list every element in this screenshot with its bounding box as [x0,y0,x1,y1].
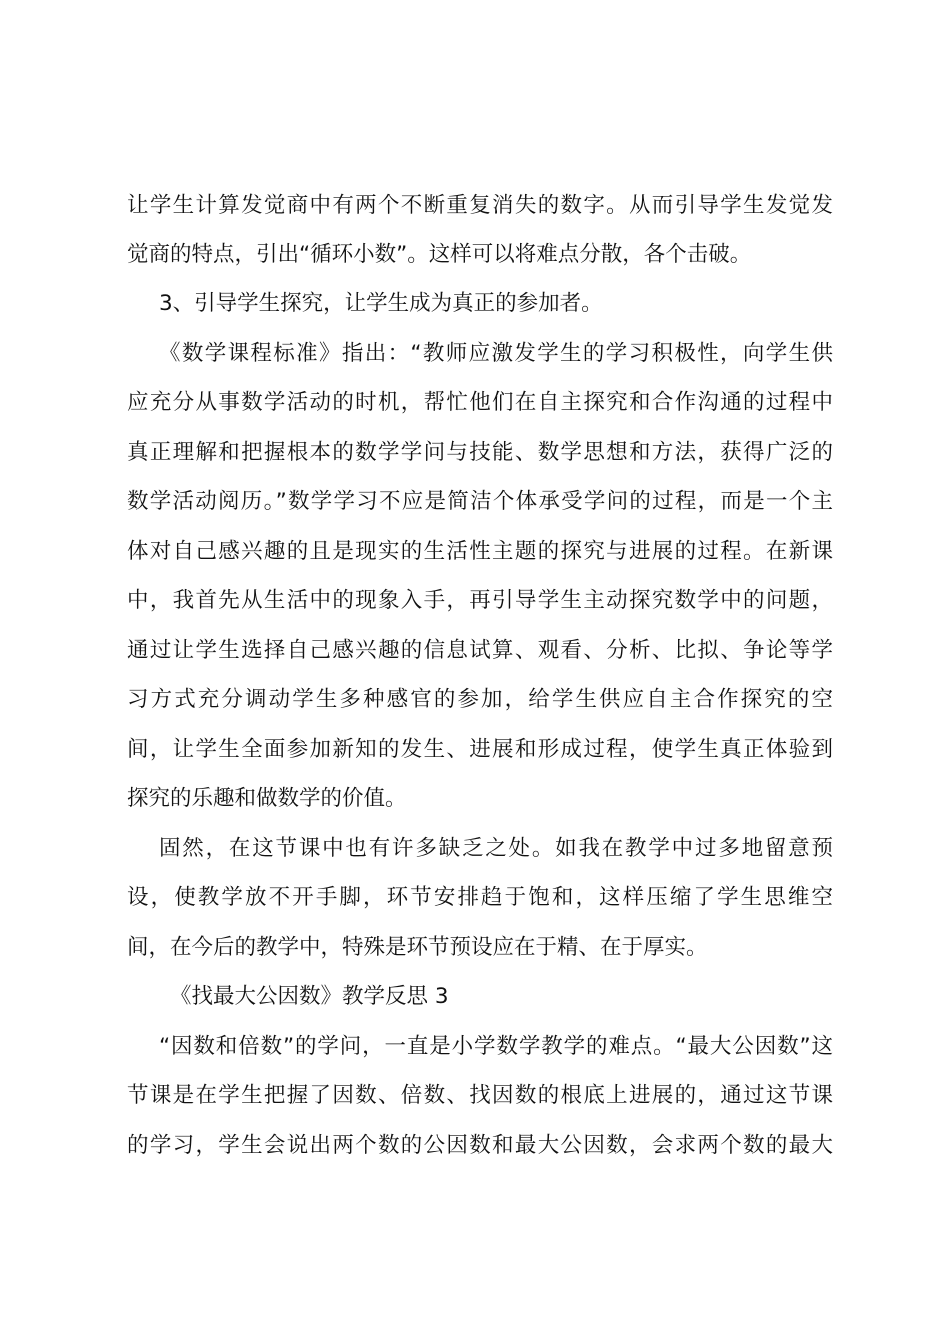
paragraph-line: 习方式充分调动学生多种感官的参加，给学生供应自主合作探究的空 [127,687,833,712]
paragraph-line: 固然，在这节课中也有许多缺乏之处。如我在教学中过多地留意预 [159,836,833,861]
paragraph-line: 通过让学生选择自己感兴趣的信息试算、观看、分析、比拟、争论等学 [127,638,833,663]
paragraph-line: 的学习，学生会说出两个数的公因数和最大公因数，会求两个数的最大 [127,1133,833,1158]
paragraph-line: 数学活动阅历。”数学学习不应是简洁个体承受学问的过程，而是一个主 [127,489,833,514]
paragraph-line: “因数和倍数”的学问，一直是小学数学教学的难点。“最大公因数”这 [159,1034,833,1059]
paragraph-line: 体对自己感兴趣的且是现实的生活性主题的探究与进展的过程。在新课 [127,539,833,564]
paragraph-line: 让学生计算发觉商中有两个不断重复消失的数字。从而引导学生发觉发 [127,193,833,218]
paragraph-line: 设，使教学放不开手脚，环节安排趋于饱和，这样压缩了学生思维空 [127,885,833,910]
paragraph-line: 中，我首先从生活中的现象入手，再引导学生主动探究数学中的问题， [127,588,833,613]
paragraph-line: 真正理解和把握根本的数学学问与技能、数学思想和方法，获得广泛的 [127,440,833,465]
section-title: 《找最大公因数》教学反思 3 [170,984,449,1009]
paragraph-line: 觉商的特点，引出“循环小数”。这样可以将难点分散，各个击破。 [127,242,752,267]
paragraph-line: 间，让学生全面参加新知的发生、进展和形成过程，使学生真正体验到 [127,737,833,762]
section-heading: 3、引导学生探究，让学生成为真正的参加者。 [159,291,603,316]
paragraph-line: 间，在今后的教学中，特殊是环节预设应在于精、在于厚实。 [127,935,708,960]
paragraph-line: 探究的乐趣和做数学的价值。 [127,786,407,811]
paragraph-line: 《数学课程标准》指出：“教师应激发学生的学习积极性，向学生供 [159,341,833,366]
paragraph-line: 节课是在学生把握了因数、倍数、找因数的根底上进展的，通过这节课 [127,1083,833,1108]
paragraph-line: 应充分从事数学活动的时机，帮忙他们在自主探究和合作沟通的过程中 [127,390,833,415]
